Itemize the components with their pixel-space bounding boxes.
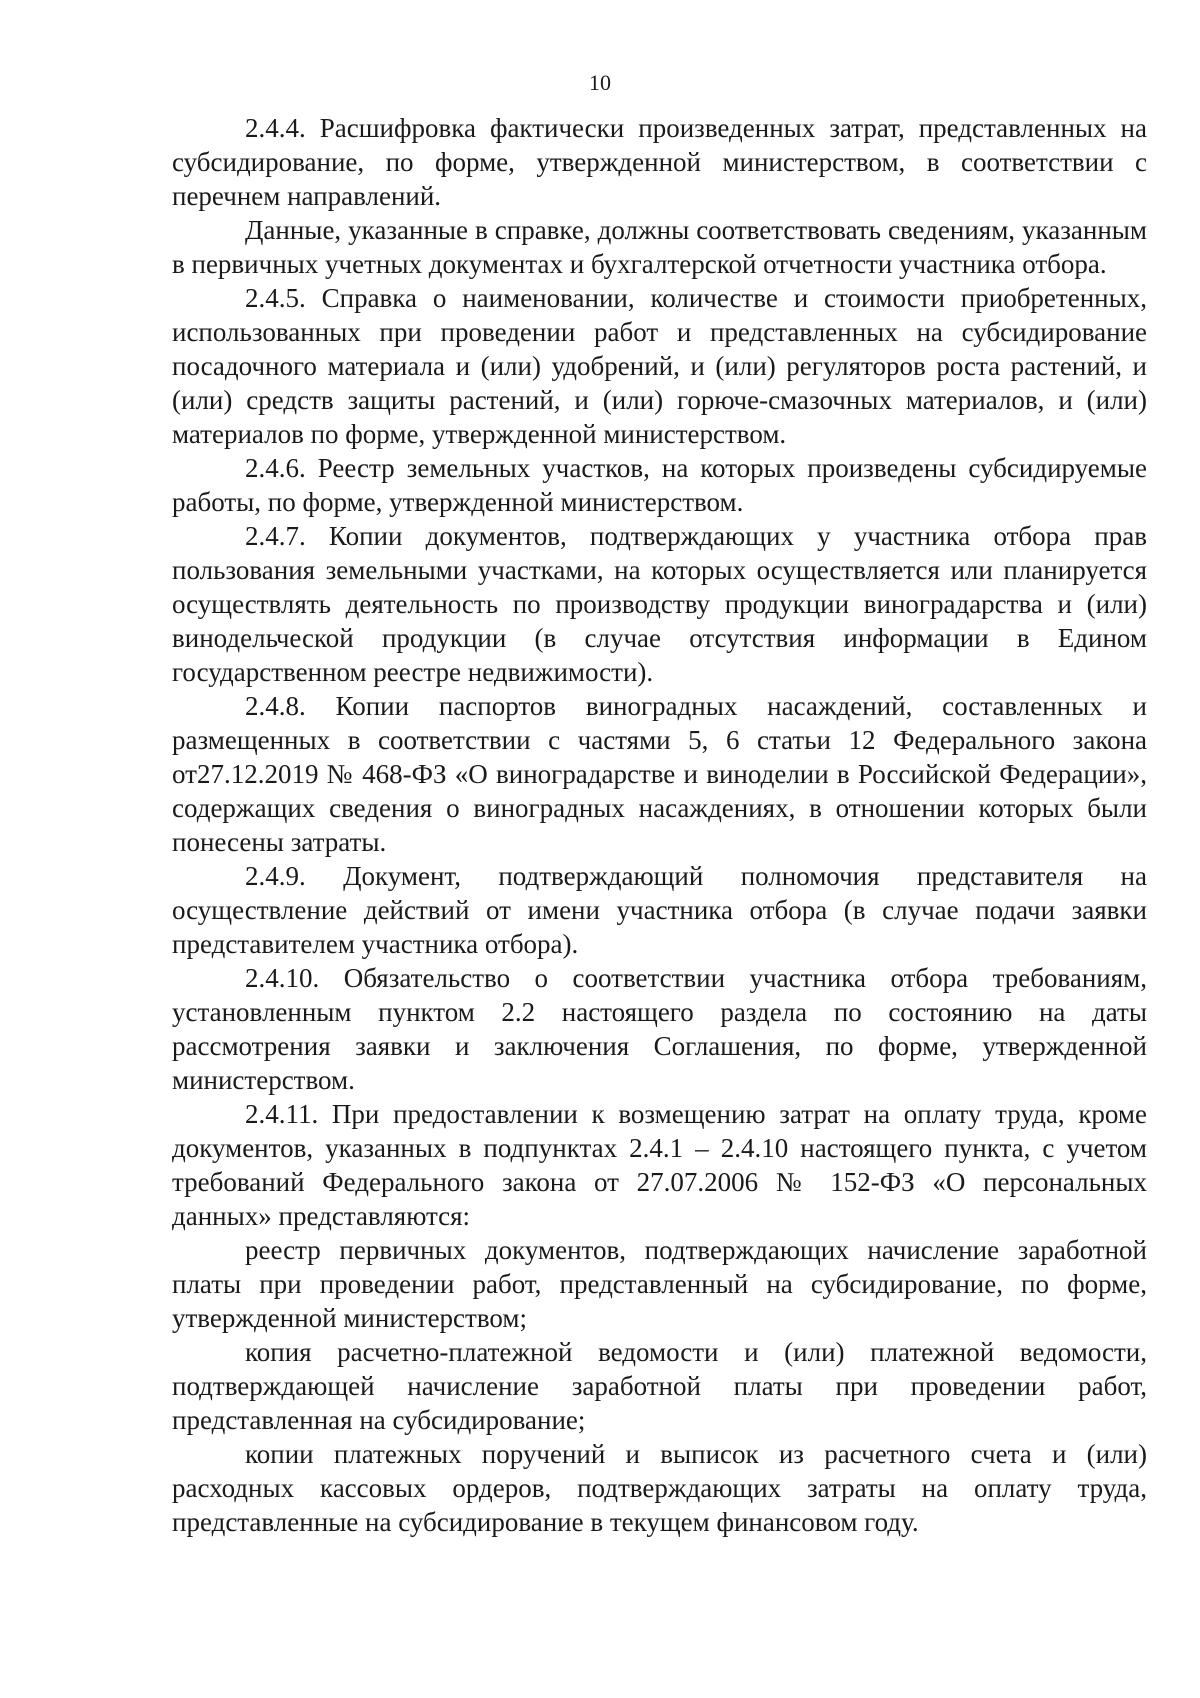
paragraph-2-4-4: 2.4.4. Расшифровка фактически произведенных затрат, представленных на субсидирование, по форме, утвержденной министерством, в соответствии с перечнем направлений. xyxy=(172,113,1147,211)
paragraph-2-4-10: 2.4.10. Обязательство о соответствии участника отбора требованиям, установленным пунктом 2.2 настоящего раздела по состоянию на даты рассмотрения заявки и заключения Соглашения, по форме, утвержденной министерством. xyxy=(172,963,1147,1095)
paragraph-2-4-5: 2.4.5. Справка о наименовании, количестве и стоимости приобретенных, использованных при проведении работ и представленных на субсидирование посадочного материала и (или) удобрений, и (или) регуляторов роста растений, и (или) средств защиты растений, и (или) горюче-смазочных материалов, и (или) материалов по форме, утвержденной министерством. xyxy=(172,283,1147,449)
paragraph-2-4-11: 2.4.11. При предоставлении к возмещению затрат на оплату труда, кроме документов, указанных в подпунктах 2.4.1 – 2.4.10 настоящего пункта, с учетом требований Федерального закона от 27.07.2006 № 152-ФЗ «О персональных данных» представляются: xyxy=(172,1099,1147,1231)
paragraph-2-4-7: 2.4.7. Копии документов, подтверждающих у участника отбора прав пользования земельными участками, на которых осуществляется или планируется осуществлять деятельность по производству продукции виноградарства и (или) винодельческой продукции (в случае отсутствия информации в Едином государственном реестре недвижимости). xyxy=(172,521,1147,687)
document-body xyxy=(172,111,1147,1539)
paragraph-2-4-8: 2.4.8. Копии паспортов виноградных насаждений, составленных и размещенных в соответствии с частями 5, 6 статьи 12 Федерального закона от27.12.2019 № 468-ФЗ «О виноградарстве и виноделии в Российской Федерации», содержащих сведения о виноградных насаждениях, в отношении которых были понесены затраты. xyxy=(172,691,1147,857)
paragraph-2-4-9: 2.4.9. Документ, подтверждающий полномочия представителя на осуществление действий от имени участника отбора (в случае подачи заявки представителем участника отбора). xyxy=(172,861,1147,959)
paragraph-2-4-6: 2.4.6. Реестр земельных участков, на которых произведены субсидируемые работы, по форме, утвержденной министерством. xyxy=(172,453,1147,517)
list-item-payroll-register: реестр первичных документов, подтверждающих начисление заработной платы при проведении работ, представленный на субсидирование, по форме, утвержденной министерством; xyxy=(172,1235,1147,1333)
page-number: 10 xyxy=(589,70,611,95)
paragraph-2-4-4-note: Данные, указанные в справке, должны соответствовать сведениям, указанным в первичных учетных документах и бухгалтерской отчетности участника отбора. xyxy=(172,215,1147,279)
list-item-payroll-statement: копия расчетно-платежной ведомости и (или) платежной ведомости, подтверждающей начисление заработной платы при проведении работ, представленная на субсидирование; xyxy=(172,1337,1147,1435)
list-item-payment-orders: копии платежных поручений и выписок из расчетного счета и (или) расходных кассовых ордеров, подтверждающих затраты на оплату труда, представленные на субсидирование в текущем финансовом году. xyxy=(172,1439,1147,1537)
